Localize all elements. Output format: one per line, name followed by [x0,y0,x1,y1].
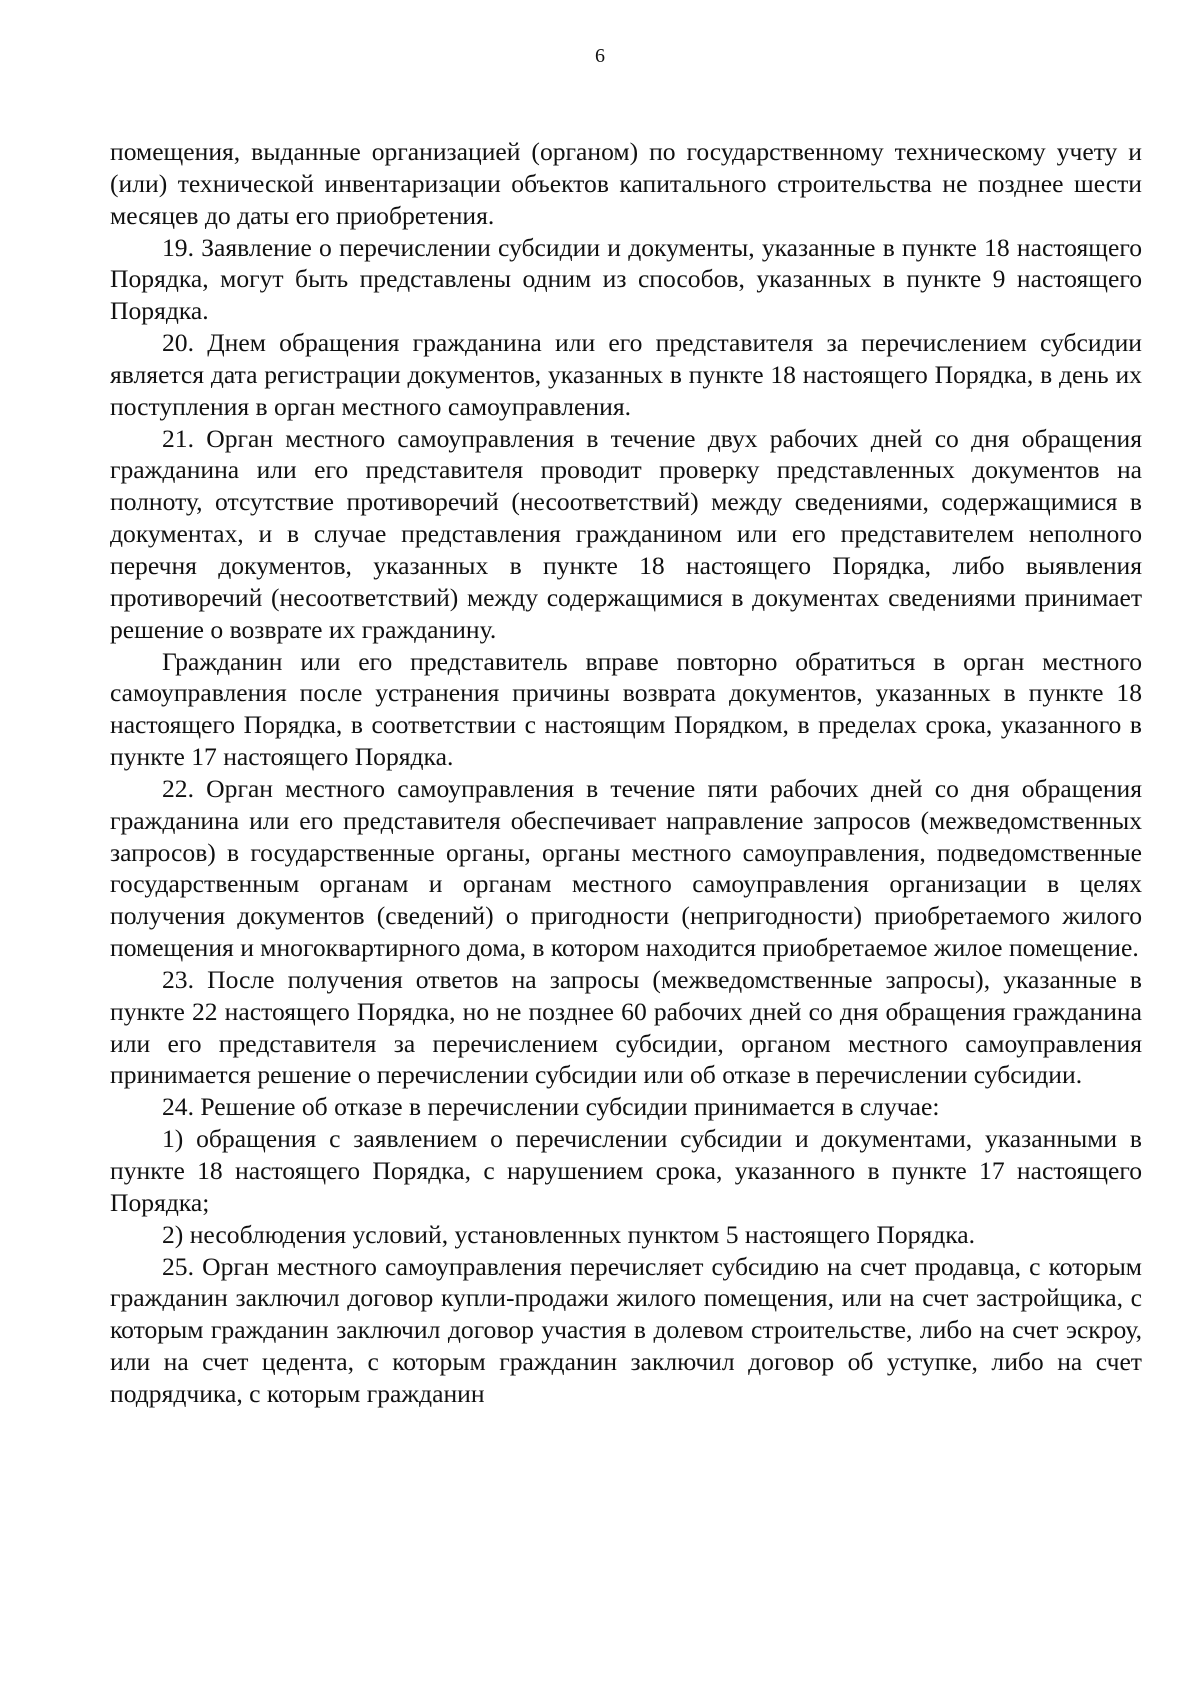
paragraph-item-23: 23. После получения ответов на запросы (межведомственные запросы), указанные в пункте 22 настоящего Порядка, но не позднее 60 рабочих дней со дня обращения гражданина или его представителя за перечислением субсидии, органом местного самоуправления принимается решение о перечислении субсидии или об отказе в перечислении субсидии. [110,964,1142,1090]
paragraph-item-21: 21. Орган местного самоуправления в течение двух рабочих дней со дня обращения гражданина или его представителя проводит проверку представленных документов на полноту, отсутствие противоречий (несоответствий) между сведениями, содержащимися в документах, и в случае представления гражданином или его представителем неполного перечня документов, указанных в пункте 18 настоящего Порядка, либо выявления противоречий (несоответствий) между содержащимися в документах сведениями принимает решение о возврате их гражданину. [110,423,1142,644]
document-body [110,136,1142,1410]
paragraph-item-19: 19. Заявление о перечислении субсидии и документы, указанные в пункте 18 настоящего Порядка, могут быть представлены одним из способов, указанных в пункте 9 настоящего Порядка. [110,232,1142,326]
page-number: 6 [595,45,605,67]
paragraph-subitem-24-1: 1) обращения с заявлением о перечислении субсидии и документами, указанными в пункте 18 настоящего Порядка, с нарушением срока, указанного в пункте 17 настоящего Порядка; [110,1124,1142,1217]
paragraph-subitem-24-2: 2) несоблюдения условий, установленных пунктом 5 настоящего Порядка. [162,1219,976,1249]
paragraph-item-20: 20. Днем обращения гражданина или его представителя за перечислением субсидии является дата регистрации документов, указанных в пункте 18 настоящего Порядка, в день их поступления в орган местного самоуправления. [110,328,1142,421]
paragraph-item-24: 24. Решение об отказе в перечислении субсидии принимается в случае: [162,1092,940,1122]
paragraph-item-22: 22. Орган местного самоуправления в течение пяти рабочих дней со дня обращения гражданина или его представителя обеспечивает направление запросов (межведомственных запросов) в государственные органы, органы местного самоуправления, подведомственные государственным органам и органам местного самоуправления организации в целях получения документов (сведений) о пригодности (непригодности) приобретаемого жилого помещения и многоквартирного дома, в котором находится приобретаемое жилое помещение. [110,773,1142,963]
paragraph-item-25: 25. Орган местного самоуправления перечисляет субсидию на счет продавца, с которым гражданин заключил договор купли-продажи жилого помещения, или на счет застройщика, с которым гражданин заключил договор участия в долевом строительстве, либо на счет эскроу, или на счет цедента, с которым гражданин заключил договор об уступке, либо на счет подрядчика, с которым гражданин [110,1251,1142,1408]
paragraph-item-21-continuation: Гражданин или его представитель вправе повторно обратиться в орган местного самоуправления после устранения причины возврата документов, указанных в пункте 18 настоящего Порядка, в соответствии с настоящим Порядком, в пределах срока, указанного в пункте 17 настоящего Порядка. [110,646,1142,772]
paragraph-continuation: помещения, выданные организацией (органом) по государственному техническому учету и (или) технической инвентаризации объектов капитального строительства не позднее шести месяцев до даты его приобретения. [110,137,1142,230]
